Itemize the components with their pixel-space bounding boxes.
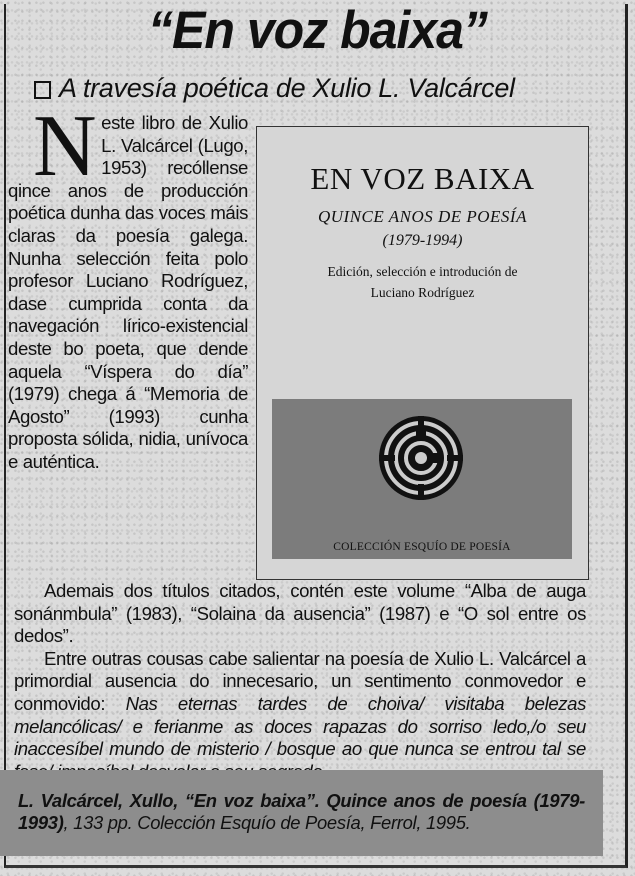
- checkbox-icon: [34, 81, 51, 99]
- cover-title: EN VOZ BAIXA: [310, 161, 535, 196]
- intro-paragraph: este libro de Xulio L. Valcárcel (Lugo, 1953) recóllense qince anos de producción poética dunha das voces máis claras da poesía galega. Nunha selección feita polo profesor Luciano Rodríguez, dase cumprida conta da navegación lírico-existencial deste bo poeta, que dende aquela “Víspera do día” (1979) chega á “Memoria de Agosto” (1993) cunha proposta sólida, nidia, unívoca e auténtica.: [8, 112, 248, 472]
- cover-editor: Luciano Rodríguez: [370, 285, 475, 300]
- credit-author-title: L. Valcárcel, Xullo, “En voz baixa”. Quince anos de poesía (1979-1993): [18, 790, 585, 833]
- article-subtitle: [34, 70, 515, 106]
- poem-quote: Nas eternas tardes de choiva/ visitaba belezas melancólicas/ e ferianme as doces rapazas do sorriso ledo,/o seu inaccesíbel mundo de misterio / bosque ao que nunca se entrou tal se: [14, 692, 586, 760]
- credit-details: , 133 pp. Colección Esquío de Poesía, Ferrol, 1995.: [63, 812, 471, 833]
- article-title: “En voz baixa”: [148, 0, 487, 60]
- cover-years: (1979-1994): [382, 232, 463, 249]
- paragraph-quote: [14, 648, 586, 784]
- book-credit: [0, 770, 603, 856]
- body-text: [14, 580, 586, 783]
- intro-column: [8, 98, 248, 474]
- article-subtitle-text: A travesía poética de Xulio L. Valcárcel: [59, 73, 515, 103]
- drop-cap: N: [33, 98, 97, 195]
- book-cover: [256, 126, 589, 580]
- labyrinth-icon: [376, 413, 466, 503]
- quote-lead: Entre outras cousas cabe salientar na poesía de Xulio L. Valcárcel a primordial ausencia do innecesario, un sentimento conmovedor e conmovido:: [14, 647, 586, 714]
- cover-subtitle: QUINCE ANOS DE POESÍA: [318, 207, 527, 226]
- cover-edition: [257, 261, 588, 303]
- cover-edition-line: Edición, selección e introdución de: [327, 264, 518, 279]
- cover-collection: COLECCIÓN ESQUÍO DE POESÍA: [333, 541, 511, 553]
- paragraph-titles: Ademais dos títulos citados, contén este volume “Alba de auga sonánmbula” (1983), “Solaina da ausencia” (1987) e “O sol entre os dedos”.: [14, 580, 586, 647]
- cover-artwork: [272, 399, 572, 559]
